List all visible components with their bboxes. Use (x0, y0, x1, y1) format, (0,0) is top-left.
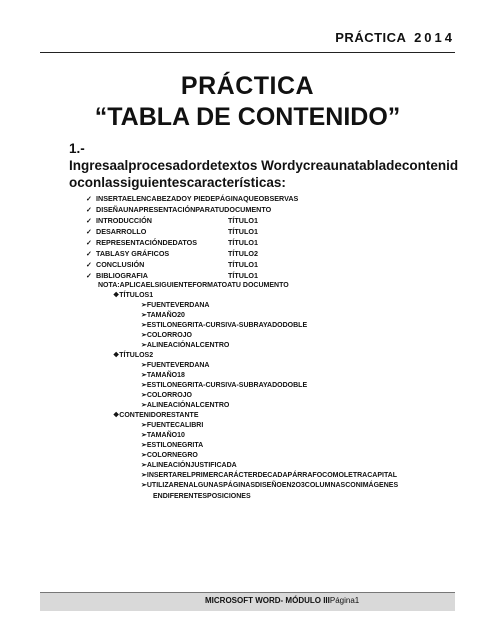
arrow-bullet-icon: ➢ (141, 332, 147, 339)
spec-item (141, 471, 397, 481)
spec-heading-text: TÍTULOS1 (119, 292, 154, 299)
spec-section-heading (113, 411, 199, 421)
spec-item (141, 431, 185, 441)
checkmark-icon: ✓ (86, 260, 93, 269)
footer-text (205, 596, 359, 605)
toc-entry (86, 237, 298, 248)
spec-item (141, 301, 210, 311)
document-title: PRÁCTICA (180, 72, 315, 100)
toc-entry (86, 215, 298, 226)
toc-entry-style: TÍTULO1 (228, 271, 258, 280)
arrow-bullet-icon: ➢ (141, 382, 147, 389)
checkmark-icon: ✓ (86, 271, 93, 280)
checklist-item (86, 193, 298, 204)
spec-item (141, 371, 185, 381)
spec-item-text: TAMAÑO20 (146, 312, 185, 319)
spec-heading-text: TÍTULOS2 (119, 352, 154, 359)
toc-entry (86, 248, 298, 259)
instruction-text: Ingresaalprocesadordetextos Wordycreaunatabladecontenidoconlassiguientescaracterísticas: (69, 158, 459, 190)
checklist-item-text: INSERTAELENCABEZADOY PIEDEPÁGINAQUEOBSERVAS (96, 194, 299, 203)
arrow-bullet-icon: ➢ (141, 312, 147, 319)
spec-item-text: FUENTEVERDANA (146, 302, 210, 309)
spec-item-text: ESTILONEGRITA-CURSIVA-SUBRAYADODOBLE (146, 382, 308, 389)
header-title: PRÁCTICA (335, 30, 406, 45)
format-note: NOTA:APLICAELSIGUIENTEFORMATOATU DOCUMENTO (98, 282, 289, 289)
toc-entry-style: TÍTULO1 (228, 227, 258, 236)
header-rule (40, 52, 455, 53)
spec-item (141, 401, 229, 411)
diamond-bullet-icon: ❖ (113, 412, 120, 419)
spec-item (141, 321, 307, 331)
arrow-bullet-icon: ➢ (141, 462, 147, 469)
arrow-bullet-icon: ➢ (141, 302, 147, 309)
toc-entry-style: TÍTULO2 (228, 249, 258, 258)
toc-entry (86, 259, 298, 270)
toc-entry-style: TÍTULO1 (228, 260, 258, 269)
arrow-bullet-icon: ➢ (141, 432, 147, 439)
footer-label: MICROSOFT WORD- MÓDULO III (205, 596, 330, 605)
checklist-item (86, 204, 298, 215)
toc-entry-style: TÍTULO1 (228, 216, 258, 225)
spec-section-heading (113, 351, 153, 361)
spec-item-text: ALINEACIÓNALCENTRO (146, 402, 230, 409)
checkmark-icon: ✓ (86, 227, 93, 236)
instruction-paragraph (69, 140, 465, 191)
spec-item (141, 341, 229, 351)
arrow-bullet-icon: ➢ (141, 422, 147, 429)
toc-entry (86, 270, 298, 281)
spec-item-text: TAMAÑO18 (146, 372, 185, 379)
spec-item (141, 391, 192, 401)
checkmark-icon: ✓ (86, 205, 93, 214)
toc-entry (86, 226, 298, 237)
checkmark-icon: ✓ (86, 194, 93, 203)
page-number: Página1 (329, 596, 360, 605)
spec-item-text: COLORROJO (146, 392, 192, 399)
spec-item-text: ALINEACIÓNJUSTIFICADA (146, 462, 237, 469)
page-header (335, 30, 455, 45)
spec-item (141, 421, 203, 431)
diamond-bullet-icon: ❖ (113, 352, 120, 359)
checklist-item-text: DISEÑAUNAPRESENTACIÓNPARATUDOCUMENTO (96, 205, 272, 214)
arrow-bullet-icon: ➢ (141, 402, 147, 409)
spec-heading-text: CONTENIDORESTANTE (119, 412, 199, 419)
toc-entry-label: INTRODUCCIÓN (96, 216, 152, 225)
spec-item (141, 381, 307, 391)
spec-item-text: ALINEACIÓNALCENTRO (146, 342, 230, 349)
spec-item-text: ESTILONEGRITA-CURSIVA-SUBRAYADODOBLE (146, 322, 308, 329)
spec-item-text: COLORROJO (146, 332, 192, 339)
toc-entry-label: DESARROLLO (96, 227, 147, 236)
arrow-bullet-icon: ➢ (141, 442, 147, 449)
checklist (86, 193, 298, 281)
arrow-bullet-icon: ➢ (141, 362, 147, 369)
header-year: 2014 (414, 30, 455, 45)
spec-item (141, 361, 210, 371)
checkmark-icon: ✓ (86, 216, 93, 225)
spec-item-text: FUENTECALIBRI (146, 422, 204, 429)
arrow-bullet-icon: ➢ (141, 342, 147, 349)
toc-entry-label: BIBLIOGRAFIA (96, 271, 148, 280)
arrow-bullet-icon: ➢ (141, 482, 147, 489)
arrow-bullet-icon: ➢ (141, 372, 147, 379)
diamond-bullet-icon: ❖ (113, 292, 120, 299)
instruction-number: 1.- (69, 141, 85, 156)
spec-item-text: COLORNEGRO (146, 452, 198, 459)
spec-item (141, 311, 185, 321)
spec-item (141, 451, 198, 461)
toc-entry-style: TÍTULO1 (228, 238, 258, 247)
spec-item-text: INSERTARELPRIMERCARÁCTERDECADAPÁRRAFOCOMOLETRACAPITAL (146, 472, 398, 479)
arrow-bullet-icon: ➢ (141, 322, 147, 329)
document-subtitle: “TABLA DE CONTENIDO” (94, 103, 401, 131)
spec-item (141, 481, 398, 491)
arrow-bullet-icon: ➢ (141, 472, 147, 479)
arrow-bullet-icon: ➢ (141, 452, 147, 459)
checkmark-icon: ✓ (86, 249, 93, 258)
spec-item-text: ESTILONEGRITA (146, 442, 204, 449)
spec-item (141, 441, 203, 451)
spec-item-text: UTILIZARENALGUNASPÁGINASDISEÑOEN2O3COLUMNASCONIMÁGENES (146, 482, 399, 489)
toc-entry-label: CONCLUSIÓN (96, 260, 145, 269)
spec-item-continuation: ENDIFERENTESPOSICIONES (153, 493, 251, 500)
spec-section-heading (113, 291, 153, 301)
toc-entry-label: TABLASY GRÁFICOS (96, 249, 170, 258)
spec-item-text: TAMAÑO10 (146, 432, 185, 439)
toc-entry-label: REPRESENTACIÓNDEDATOS (96, 238, 198, 247)
spec-item (141, 331, 192, 341)
spec-item-text: FUENTEVERDANA (146, 362, 210, 369)
arrow-bullet-icon: ➢ (141, 392, 147, 399)
checkmark-icon: ✓ (86, 238, 93, 247)
spec-item (141, 461, 237, 471)
